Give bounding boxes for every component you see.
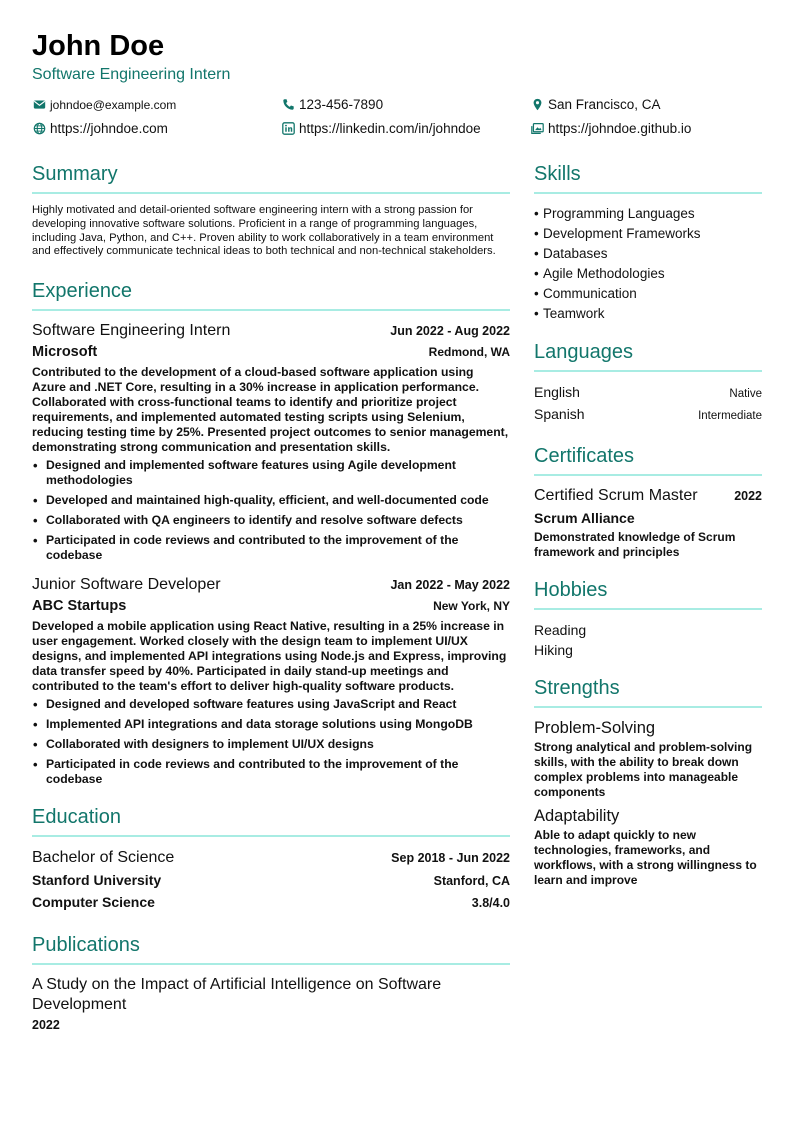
right-column	[534, 162, 762, 888]
publications-section	[32, 933, 510, 1032]
list-item: • Collaborated with designers to implement UI/UX designs	[32, 737, 510, 752]
mail-icon	[32, 98, 46, 112]
language-item	[534, 404, 762, 426]
education-section	[32, 805, 510, 913]
contact-portfolio[interactable]	[530, 121, 762, 137]
skill-item: • Teamwork	[534, 306, 605, 321]
section-divider	[534, 370, 762, 372]
globe-icon	[32, 122, 46, 136]
github-portfolio-icon	[530, 122, 544, 136]
skill-label: Communication	[543, 286, 637, 301]
section-title-experience: Experience	[32, 280, 133, 303]
strength-description: Able to adapt quickly to new technologies, frameworks, and workflows, with a strong willingness to learn and improve	[534, 828, 757, 887]
skill-item: • Development Frameworks	[534, 226, 701, 241]
publication-year: 2022	[32, 1018, 60, 1033]
hobbies-section	[534, 578, 762, 660]
strengths-section	[534, 676, 762, 888]
certificate-description: Demonstrated knowledge of Scrum framework and principles	[534, 530, 736, 559]
publication-title: A Study on the Impact of Artificial Intelligence on Software Development	[32, 976, 442, 1014]
certificates-section	[534, 444, 762, 560]
job-bullets	[32, 697, 510, 787]
section-title-languages: Languages	[534, 341, 633, 363]
job-title: Software Engineering Intern	[32, 322, 231, 340]
job-date: Jun 2022 - Aug 2022	[390, 324, 510, 339]
skill-label: Programming Languages	[543, 206, 695, 221]
strength-item	[534, 806, 762, 888]
skill-label: Databases	[543, 246, 608, 261]
section-divider	[534, 706, 762, 708]
experience-section	[32, 279, 510, 787]
field-of-study: Computer Science	[32, 894, 155, 911]
skill-item: • Agile Methodologies	[534, 266, 665, 281]
school-location: Stanford, CA	[433, 874, 510, 889]
list-item: • Developed and maintained high-quality, efficient, and well-documented code	[32, 493, 510, 508]
portfolio-text: https://johndoe.github.io	[548, 120, 692, 136]
job-title: Junior Software Developer	[32, 576, 221, 594]
section-title-hobbies: Hobbies	[534, 579, 608, 601]
candidate-name: John Doe	[32, 30, 165, 62]
linkedin-icon	[281, 122, 295, 136]
strength-description: Strong analytical and problem-solving skills, with the ability to break down complex problems into manageable components	[534, 740, 753, 799]
language-level: Native	[729, 388, 762, 400]
list-item: • Participated in code reviews and contributed to the improvement of the codebase	[32, 757, 510, 787]
degree: Bachelor of Science	[32, 849, 175, 867]
experience-entry	[32, 575, 510, 787]
hobby-item: Hiking	[534, 642, 573, 658]
experience-entry	[32, 321, 510, 563]
contact-info	[32, 97, 762, 137]
skill-item: • Databases	[534, 246, 608, 261]
languages-section	[534, 340, 762, 426]
section-title-certificates: Certificates	[534, 445, 635, 467]
contact-location	[530, 97, 762, 113]
section-title-skills: Skills	[534, 163, 581, 185]
candidate-role: Software Engineering Intern	[32, 66, 231, 84]
skill-label: Development Frameworks	[543, 226, 701, 241]
section-divider	[32, 309, 510, 311]
company-name: Microsoft	[32, 344, 98, 361]
job-date: Jan 2022 - May 2022	[390, 578, 510, 593]
certificate-year: 2022	[734, 489, 762, 503]
section-divider	[534, 474, 762, 476]
location-text: San Francisco, CA	[548, 96, 661, 112]
phone-text: 123-456-7890	[299, 96, 384, 112]
skill-label: Agile Methodologies	[543, 266, 665, 281]
strength-name: Problem-Solving	[534, 719, 656, 737]
section-title-publications: Publications	[32, 934, 140, 957]
contact-email[interactable]	[32, 97, 281, 113]
website-text: https://johndoe.com	[50, 120, 168, 136]
school-name: Stanford University	[32, 872, 162, 889]
contact-linkedin[interactable]	[281, 121, 530, 137]
list-item: • Participated in code reviews and contributed to the improvement of the codebase	[32, 533, 510, 563]
contact-phone[interactable]	[281, 97, 530, 113]
job-bullets	[32, 458, 510, 563]
skill-label: Teamwork	[543, 306, 605, 321]
list-item: • Collaborated with QA engineers to identify and resolve software defects	[32, 513, 510, 528]
language-name: English	[534, 384, 580, 400]
list-item: • Implemented API integrations and data storage solutions using MongoDB	[32, 717, 510, 732]
education-date: Sep 2018 - Jun 2022	[391, 851, 510, 866]
summary-section	[32, 162, 510, 259]
section-divider	[534, 192, 762, 194]
job-description: Contributed to the development of a cloud-based software application using Azure and .NET Core, resulting in a 30% increase in application performance. Collaborated with cross-functional teams to identify and prioritize project requirements, and implemented automated testing scripts using Selenium, reducing testing time by 25%. Presented project outcomes to senior management, demonstrating strong communication and presentation skills.	[32, 365, 509, 455]
summary-text: Highly motivated and detail-oriented software engineering intern with a strong passion for developing innovative software solutions. Proficient in a range of programming languages, including Java, Python, and C++. Proven ability to work collaboratively in a team environment and effectively communicate technical ideas to both technical and non-technical stakeholders.	[32, 204, 496, 258]
linkedin-text: https://linkedin.com/in/johndoe	[299, 120, 481, 136]
hobby-item: Reading	[534, 622, 587, 638]
section-divider	[32, 835, 510, 837]
skill-item: • Programming Languages	[534, 206, 695, 221]
left-column	[32, 162, 510, 1032]
email-text: johndoe@example.com	[50, 97, 177, 112]
skill-item: • Communication	[534, 286, 637, 301]
list-item: • Designed and developed software features using JavaScript and React	[32, 697, 510, 712]
section-divider	[32, 192, 510, 194]
job-description: Developed a mobile application using React Native, resulting in a 25% increase in user engagement. Worked closely with the design team to implement UI/UX designs, and implemented API integrations using Node.js and Express, improving data transfer speed by 40%. Participated in daily stand-up meetings and contributed to the team's effort to deliver high-quality software products.	[32, 619, 507, 694]
skills-section	[534, 162, 762, 324]
job-location: Redmond, WA	[428, 345, 510, 360]
gpa: 3.8/4.0	[471, 896, 510, 911]
certificate-name: Certified Scrum Master	[534, 487, 698, 504]
strength-name: Adaptability	[534, 807, 620, 825]
section-divider	[32, 963, 510, 965]
certificate-issuer: Scrum Alliance	[534, 510, 635, 526]
location-pin-icon	[530, 98, 544, 112]
section-title-education: Education	[32, 806, 121, 829]
resume-page	[32, 30, 762, 1033]
language-level: Intermediate	[698, 410, 762, 422]
section-title-summary: Summary	[32, 163, 118, 185]
language-item	[534, 382, 762, 404]
list-item: • Designed and implemented software features using Agile development methodologies	[32, 458, 510, 488]
language-name: Spanish	[534, 406, 585, 422]
job-location: New York, NY	[433, 599, 510, 614]
section-divider	[534, 608, 762, 610]
company-name: ABC Startups	[32, 598, 127, 615]
phone-icon	[281, 98, 295, 112]
section-title-strengths: Strengths	[534, 677, 620, 699]
strength-item	[534, 718, 762, 800]
contact-website[interactable]	[32, 121, 281, 137]
